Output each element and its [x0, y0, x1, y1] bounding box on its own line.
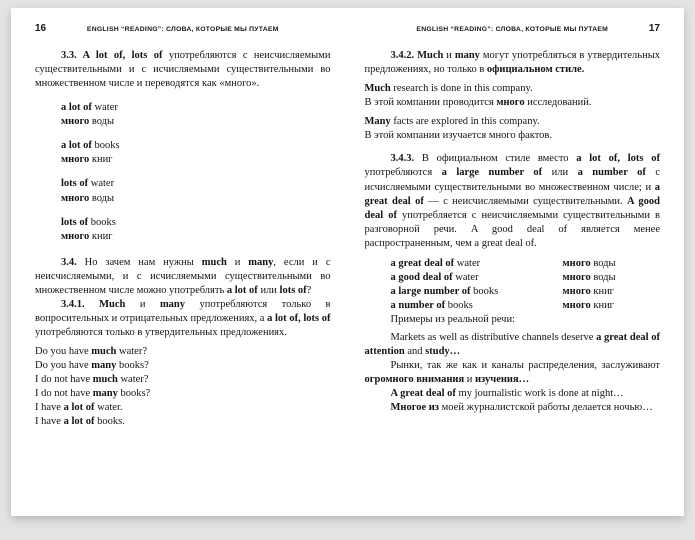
text-segment: — с неисчисляемыми существительными. — [423, 195, 627, 207]
text-segment: ? — [306, 284, 312, 296]
example-english-line — [61, 101, 331, 115]
paragraph — [35, 298, 331, 340]
paragraph — [365, 387, 661, 401]
text-segment: I have — [35, 416, 64, 428]
example-english-line — [61, 177, 331, 191]
phrase-russian — [563, 299, 615, 313]
text-segment: and — [404, 346, 426, 358]
phrase-russian — [563, 285, 615, 299]
text-segment: исследований. — [524, 97, 592, 109]
bold-segment: a lot of — [61, 102, 92, 114]
bold-segment: 3.4.3. — [390, 153, 415, 165]
bold-segment: много — [562, 285, 591, 297]
page-left — [11, 8, 348, 516]
section-label — [365, 313, 661, 327]
text-segment: books — [91, 140, 120, 152]
bold-segment: Much — [364, 83, 391, 95]
text-segment: употребляются — [364, 167, 442, 179]
bold-segment: many — [92, 388, 118, 400]
bold-segment: many — [454, 50, 480, 61]
bold-segment: a lot of — [61, 140, 92, 152]
bold-segment: много — [496, 97, 525, 109]
running-head-left — [35, 23, 331, 34]
bold-segment: many — [248, 256, 274, 268]
text-segment: facts are explored in this company. — [390, 116, 540, 128]
text-segment: Do you have — [35, 360, 92, 372]
bold-segment: a lot of — [63, 402, 95, 414]
bold-segment: lots of — [61, 216, 89, 228]
text-segment: I have — [35, 402, 64, 414]
sentence-line — [365, 129, 661, 143]
running-title-right: ENGLISH “READING”: СЛОВА, КОТОРЫЕ МЫ ПУТАЕМ — [416, 26, 609, 33]
bold-segment: a number of — [390, 300, 446, 311]
sentence-line — [35, 387, 331, 401]
phrase-row — [391, 299, 661, 313]
example-russian-line — [61, 230, 331, 244]
text-segment: употребляются с неисчисляемыми существительными и с исчисляемыми существительными во множественном числе и переводятся как «много». — [35, 50, 331, 90]
text-segment: books? — [117, 388, 151, 400]
text-segment: воды — [89, 192, 115, 204]
bold-segment: a great deal of — [390, 257, 455, 269]
phrase-english — [391, 285, 563, 299]
bold-segment: много — [61, 192, 90, 204]
bold-segment: lots of — [279, 284, 307, 296]
text-segment: В этой компании изучается много фактов. — [364, 130, 552, 142]
paragraph — [365, 401, 661, 415]
text-segment: В официальном стиле вместо — [414, 153, 577, 165]
text-segment: , если и с неисчисляемыми, и с исчисляемыми существительными во множественном числе можно употреблять — [35, 256, 331, 296]
example-english-line — [61, 216, 331, 230]
text-segment: употребляются только в утвердительных предложениях. — [35, 327, 287, 338]
paragraph — [35, 49, 331, 91]
bold-segment: a good deal of — [390, 271, 453, 283]
bold-segment: огромного внимания — [364, 374, 465, 386]
text-segment: и — [125, 298, 160, 310]
running-head-right — [365, 23, 661, 34]
bold-segment: a lot of, lots of — [576, 153, 660, 165]
bold-segment: a number of — [577, 167, 646, 179]
text-segment: books? — [116, 360, 149, 372]
bold-segment: Many — [364, 116, 391, 128]
text-segment: books. — [94, 416, 125, 428]
text-segment: и — [443, 50, 455, 61]
example-pair — [61, 101, 331, 129]
phrase-row — [391, 257, 661, 271]
text-segment: воды — [590, 257, 616, 269]
bold-segment: study… — [425, 346, 461, 358]
bold-segment: a great deal of attention — [364, 332, 660, 358]
sentence-line — [365, 82, 661, 96]
text-segment: water — [452, 271, 479, 283]
text-segment: и — [464, 374, 475, 386]
bold-segment: a large number of — [390, 285, 471, 297]
text-segment: books — [445, 300, 473, 311]
text-segment: books — [88, 216, 116, 228]
text-segment: water. — [94, 402, 123, 414]
text-segment: water? — [117, 374, 149, 386]
paragraph — [35, 256, 331, 298]
text-segment: и — [226, 256, 249, 268]
text-segment: Примеры из реальной речи: — [390, 314, 515, 326]
text-segment: Рынки, так же как и каналы распределения, заслуживают — [390, 360, 660, 372]
sentence-line — [35, 373, 331, 387]
text-segment: water? — [116, 346, 147, 358]
bold-segment: много — [562, 257, 591, 269]
text-segment: Но зачем нам нужны — [76, 256, 202, 268]
page-content-right — [365, 49, 661, 416]
bold-segment: much — [91, 346, 117, 358]
book-spread — [11, 8, 684, 516]
bold-segment: 3.4.2. Much — [390, 50, 444, 61]
sentence-line — [365, 96, 661, 110]
bold-segment: изучения… — [475, 374, 530, 386]
bold-segment: много — [562, 271, 591, 283]
example-russian-line — [61, 153, 331, 167]
sentence-line — [35, 401, 331, 415]
paragraph — [365, 359, 661, 387]
sentence-line — [35, 359, 331, 373]
text-segment: воды — [590, 271, 616, 283]
bold-segment: a large number of — [441, 167, 543, 179]
phrase-russian — [563, 271, 616, 285]
text-segment: могут употребляться в утвердительных предложениях, но только в — [364, 50, 661, 76]
text-segment: или — [257, 284, 280, 296]
bold-segment: a lot of — [63, 416, 95, 428]
bold-segment: much — [201, 256, 227, 268]
bold-segment: много — [61, 154, 90, 166]
bold-segment: много — [562, 300, 591, 311]
example-english-line — [61, 139, 331, 153]
phrase-english — [391, 257, 563, 271]
text-segment: my journalistic work is done at night… — [455, 388, 624, 400]
bold-segment: много — [61, 230, 90, 242]
bold-segment: официальном стиле. — [486, 64, 585, 76]
text-segment: воды — [89, 116, 115, 128]
text-segment: моей журналистской работы делается ночью… — [439, 402, 653, 414]
page-content-left — [35, 49, 331, 429]
example-russian-line — [61, 115, 331, 129]
example-pair — [61, 177, 331, 205]
example-russian-line — [61, 192, 331, 206]
page-number-right: 17 — [648, 23, 660, 34]
text-segment: книг — [89, 154, 113, 166]
bold-segment: much — [92, 374, 118, 386]
bold-segment: Многое из — [390, 402, 440, 414]
bold-segment: a great deal of — [364, 181, 660, 207]
text-segment: употребляются только в вопросительных и отрицательных предложениях, а — [35, 298, 331, 324]
text-segment: water — [88, 178, 115, 190]
page-right — [348, 8, 685, 516]
example-pair — [61, 139, 331, 167]
text-segment: Markets as well as distributive channels deserve — [390, 332, 597, 344]
text-segment: книг — [89, 230, 113, 242]
text-segment: с исчисляемыми существительными во множественном числе; и — [364, 167, 660, 193]
text-segment: употребляется с неисчисляемыми существительными в разговорной речи. A good deal of является менее распространенным, чем a great deal of. — [364, 209, 660, 249]
phrase-row — [391, 285, 661, 299]
bold-segment: a lot of, lots of — [267, 312, 331, 324]
bold-segment: 3.4.1. Much — [61, 298, 126, 310]
bold-segment: a lot of — [226, 284, 258, 296]
phrase-english — [391, 271, 563, 285]
text-segment: I do not have — [35, 388, 93, 400]
text-segment: I do not have — [35, 374, 93, 386]
text-segment: books — [470, 285, 499, 297]
paragraph — [365, 331, 661, 359]
text-segment: water — [91, 102, 118, 114]
text-segment: В этой компании проводится — [364, 97, 497, 109]
bold-segment: A good deal of — [364, 195, 660, 221]
text-segment: книг — [590, 285, 614, 297]
sentence-line — [35, 345, 331, 359]
text-segment: research is done in this company. — [390, 83, 533, 95]
phrase-russian — [563, 257, 616, 271]
text-segment: книг — [590, 300, 614, 311]
sentence-line — [35, 415, 331, 429]
running-title-left: ENGLISH “READING”: СЛОВА, КОТОРЫЕ МЫ ПУТАЕМ — [86, 26, 279, 33]
paragraph — [365, 152, 661, 250]
page-number-left: 16 — [35, 23, 47, 34]
bold-segment: 3.3. A lot of, lots of — [61, 50, 163, 61]
bold-segment: 3.4. — [61, 256, 77, 268]
bold-segment: A great deal of — [390, 388, 456, 400]
paragraph — [365, 49, 661, 77]
bold-segment: many — [91, 360, 117, 372]
text-segment: или — [542, 167, 578, 179]
example-pair — [61, 216, 331, 244]
phrase-english — [391, 299, 563, 313]
bold-segment: lots of — [61, 178, 89, 190]
bold-segment: many — [159, 298, 186, 310]
phrase-row — [391, 271, 661, 285]
text-segment: water — [454, 257, 481, 269]
text-segment: Do you have — [35, 346, 92, 358]
bold-segment: много — [61, 116, 90, 128]
sentence-line — [365, 115, 661, 129]
